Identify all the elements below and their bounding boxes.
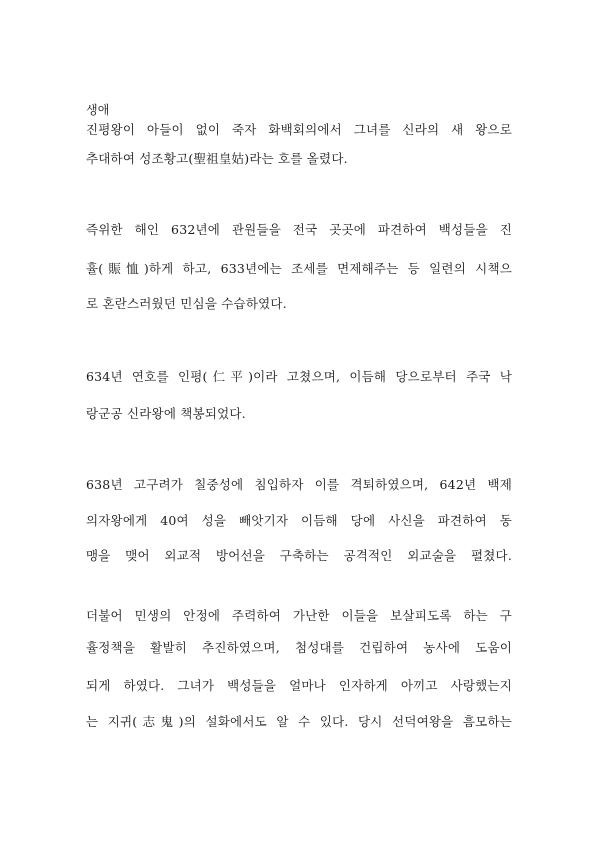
body-line: 로 혼란스러웠던 민심을 수습하였다. xyxy=(86,296,287,311)
body-line: 되게 하였다. 그녀가 백성들을 얼마나 인자하게 아끼고 사랑했는지 xyxy=(86,678,512,693)
body-line: 랑군공 신라왕에 책봉되었다. xyxy=(86,406,246,421)
body-line: 634년 연호를 인평(仁平)이라 고쳤으며, 이듬해 당으로부터 주국 낙 xyxy=(86,369,512,384)
body-line: 638년 고구려가 칠중성에 침입하자 이를 격퇴하였으며, 642년 백제 xyxy=(86,477,512,492)
body-line: 는 지귀(志鬼)의 설화에서도 알 수 있다. 당시 선덕여왕을 흠모하는 xyxy=(86,714,512,729)
body-line: 의자왕에게 40여 성을 빼앗기자 이듬해 당에 사신을 파견하여 동 xyxy=(86,513,512,528)
body-line: 진평왕이 아들이 없이 죽자 화백회의에서 그녀를 신라의 새 왕으로 xyxy=(86,122,512,137)
body-line: 더불어 민생의 안정에 주력하여 가난한 이들을 보살피도록 하는 구 xyxy=(86,608,512,623)
section-heading: 생애 xyxy=(86,103,110,117)
body-line: 맹을 맺어 외교적 방어선을 구축하는 공격적인 외교술을 펼쳤다. xyxy=(86,548,512,563)
body-line: 휼(賑恤)하게 하고, 633년에는 조세를 면제해주는 등 일련의 시책으 xyxy=(86,261,512,276)
body-line: 추대하여 성조황고(聖祖皇姑)라는 호를 올렸다. xyxy=(86,151,348,166)
body-line: 즉위한 해인 632년에 관원들을 전국 곳곳에 파견하여 백성들을 진 xyxy=(86,222,512,237)
body-line: 휼정책을 활발히 추진하였으며, 첨성대를 건립하여 농사에 도움이 xyxy=(86,640,512,655)
